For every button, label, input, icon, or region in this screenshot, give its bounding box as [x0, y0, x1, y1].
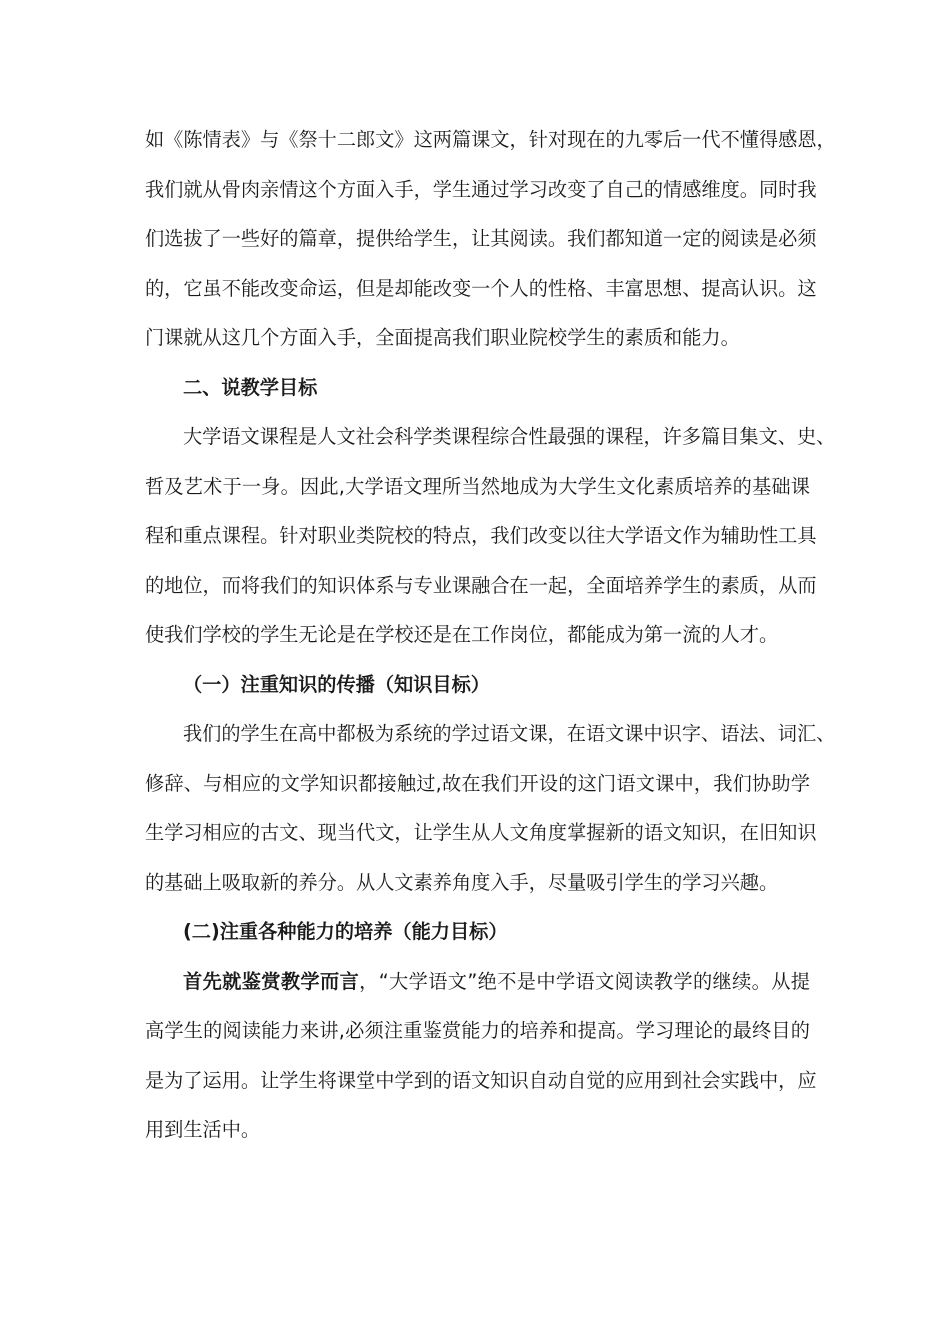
paragraph-ability: [145, 957, 817, 1155]
text-line: 们选拔了一些好的篇章，提供给学生，让其阅读。我们都知道一定的阅读是必须: [145, 227, 817, 250]
text-line: 我们的学生在高中都极为系统的学过语文课，在语文课中识字、语法、词汇、: [183, 722, 836, 745]
subheading-ability-goal: (二)注重各种能力的培养（能力目标）: [183, 920, 508, 943]
text-line: 我们就从骨肉亲情这个方面入手，学生通过学习改变了自己的情感维度。同时我: [145, 177, 817, 201]
text-line: 是为了运用。让学生将课堂中学到的语文知识自动自觉的应用到社会实践中，应: [145, 1068, 817, 1092]
text-line: 门课就从这几个方面入手，全面提高我们职业院校学生的素质和能力。: [145, 326, 740, 349]
text-line-lead: [145, 957, 810, 1007]
text-line: 程和重点课程。针对职业类院校的特点，我们改变以往大学语文作为辅助性工具: [145, 524, 817, 547]
text-line: 修辞、与相应的文学知识都接触过,故在我们开设的这门语文课中，我们协助学: [145, 771, 810, 795]
text-line: 哲及艺术于一身。因此,大学语文理所当然地成为大学生文化素质培养的基础课: [145, 474, 810, 498]
text-line: 的，它虽不能改变命运，但是却能改变一个人的性格、丰富思想、提高认识。这: [145, 276, 817, 300]
text-line: 使我们学校的学生无论是在学校还是在工作岗位，都能成为第一流的人才。: [145, 623, 779, 646]
lead-phrase-bold: 首先就鉴赏教学而言: [183, 969, 360, 993]
text-line: 的基础上吸取新的养分。从人文素养角度入手，尽量吸引学生的学习兴趣。: [145, 870, 779, 894]
text-line: 的地位，而将我们的知识体系与专业课融合在一起，全面培养学生的素质，从而: [145, 573, 817, 597]
text-line: 大学语文课程是人文社会科学类课程综合性最强的课程，许多篇目集文、史、: [183, 425, 836, 448]
paragraph-intro: [145, 115, 836, 363]
section-heading-teaching-goals: 二、说教学目标: [183, 375, 318, 399]
subheading-knowledge-goal: （一）注重知识的传播（知识目标）: [183, 672, 490, 696]
lead-phrase-rest: ，“大学语文”绝不是中学语文阅读教学的继续。从提: [359, 969, 810, 993]
paragraph-course-overview: [145, 412, 836, 660]
text-line: 生学习相应的古文、现当代文，让学生从人文角度掌握新的语文知识，在旧知识: [145, 821, 817, 844]
paragraph-knowledge: [145, 709, 836, 907]
text-line: 高学生的阅读能力来讲,必须注重鉴赏能力的培养和提高。学习理论的最终目的: [145, 1019, 810, 1042]
text-line: 如《陈情表》与《祭十二郎文》这两篇课文，针对现在的九零后一代不懂得感恩，: [145, 128, 836, 151]
text-line: 用到生活中。: [145, 1118, 261, 1141]
document-page: [145, 115, 836, 1155]
